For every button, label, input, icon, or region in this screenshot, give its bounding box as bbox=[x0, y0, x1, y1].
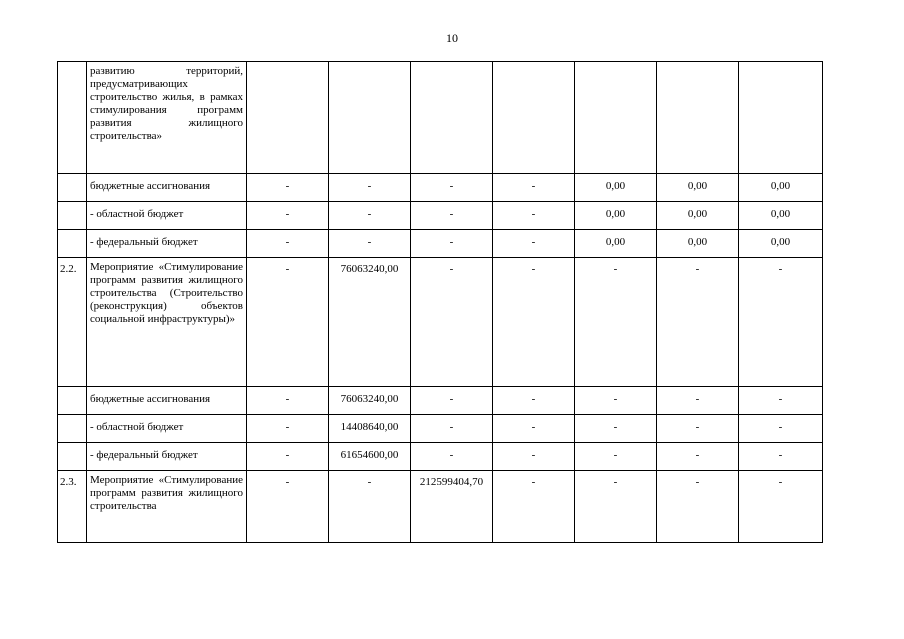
table-row bbox=[58, 471, 823, 543]
value-cell: 0,00 bbox=[575, 202, 657, 230]
row-number-cell bbox=[58, 202, 87, 230]
value-cell: - bbox=[247, 174, 329, 202]
page-number: 10 bbox=[446, 31, 458, 45]
value-cell: 14408640,00 bbox=[329, 415, 411, 443]
value-cell: - bbox=[329, 174, 411, 202]
funding-source-cell: - федеральный бюджет bbox=[87, 230, 247, 258]
value-cell: - bbox=[411, 258, 493, 387]
table-row bbox=[58, 443, 823, 471]
value-cell: - bbox=[657, 471, 739, 543]
value-cell bbox=[575, 62, 657, 174]
value-cell bbox=[247, 62, 329, 174]
value-cell: - bbox=[493, 471, 575, 543]
value-cell: 0,00 bbox=[575, 174, 657, 202]
value-cell: 76063240,00 bbox=[329, 258, 411, 387]
value-cell bbox=[411, 62, 493, 174]
row-number-cell: 2.3. bbox=[58, 471, 87, 543]
value-cell: 0,00 bbox=[739, 202, 823, 230]
funding-source-cell: бюджетные ассигнования bbox=[87, 387, 247, 415]
value-cell: 212599404,70 bbox=[411, 471, 493, 543]
value-cell bbox=[493, 62, 575, 174]
value-cell: - bbox=[575, 387, 657, 415]
measure-description-cell: Мероприятие «Стимулирование программ развития жилищного строительства (Строительство (реконструкция) объектов социальной инфраструктуры)» bbox=[87, 258, 247, 387]
value-cell: 76063240,00 bbox=[329, 387, 411, 415]
value-cell bbox=[329, 62, 411, 174]
table-row bbox=[58, 62, 823, 174]
value-cell: - bbox=[575, 415, 657, 443]
value-cell: - bbox=[411, 443, 493, 471]
table-row bbox=[58, 202, 823, 230]
funding-source-cell: - областной бюджет bbox=[87, 202, 247, 230]
value-cell: 0,00 bbox=[657, 174, 739, 202]
row-number-cell bbox=[58, 443, 87, 471]
measure-description-cell: Мероприятие «Стимулирование программ развития жилищного строительства bbox=[87, 471, 247, 543]
value-cell: - bbox=[493, 174, 575, 202]
value-cell: - bbox=[739, 258, 823, 387]
budget-table bbox=[57, 61, 823, 543]
value-cell bbox=[739, 62, 823, 174]
row-number-cell bbox=[58, 415, 87, 443]
value-cell: - bbox=[247, 415, 329, 443]
value-cell: - bbox=[575, 258, 657, 387]
value-cell: - bbox=[329, 202, 411, 230]
value-cell: - bbox=[493, 258, 575, 387]
value-cell: - bbox=[247, 230, 329, 258]
funding-source-cell: бюджетные ассигнования bbox=[87, 174, 247, 202]
table-row bbox=[58, 258, 823, 387]
value-cell: - bbox=[575, 471, 657, 543]
value-cell: - bbox=[657, 387, 739, 415]
value-cell: - bbox=[247, 443, 329, 471]
value-cell: - bbox=[739, 443, 823, 471]
value-cell: - bbox=[247, 258, 329, 387]
table-row bbox=[58, 387, 823, 415]
table-row bbox=[58, 230, 823, 258]
value-cell: - bbox=[493, 415, 575, 443]
value-cell: - bbox=[247, 471, 329, 543]
value-cell: - bbox=[575, 443, 657, 471]
value-cell: 0,00 bbox=[739, 230, 823, 258]
value-cell: 61654600,00 bbox=[329, 443, 411, 471]
row-number-cell bbox=[58, 62, 87, 174]
value-cell: - bbox=[493, 230, 575, 258]
value-cell: - bbox=[657, 258, 739, 387]
value-cell: - bbox=[247, 202, 329, 230]
table-row bbox=[58, 174, 823, 202]
measure-description-cell: развитию территорий, предусматривающих строительство жилья, в рамках стимулирования программ развития жилищного строительства» bbox=[87, 62, 247, 174]
value-cell: - bbox=[493, 202, 575, 230]
value-cell: - bbox=[329, 471, 411, 543]
value-cell: - bbox=[411, 387, 493, 415]
value-cell bbox=[657, 62, 739, 174]
value-cell: - bbox=[329, 230, 411, 258]
table-row bbox=[58, 415, 823, 443]
funding-source-cell: - областной бюджет bbox=[87, 415, 247, 443]
row-number-cell bbox=[58, 230, 87, 258]
value-cell: - bbox=[657, 415, 739, 443]
value-cell: - bbox=[493, 387, 575, 415]
row-number-cell bbox=[58, 387, 87, 415]
value-cell: - bbox=[739, 387, 823, 415]
value-cell: - bbox=[739, 471, 823, 543]
funding-source-cell: - федеральный бюджет bbox=[87, 443, 247, 471]
value-cell: - bbox=[411, 230, 493, 258]
value-cell: - bbox=[411, 202, 493, 230]
value-cell: - bbox=[657, 443, 739, 471]
value-cell: - bbox=[493, 443, 575, 471]
value-cell: - bbox=[411, 174, 493, 202]
value-cell: 0,00 bbox=[739, 174, 823, 202]
value-cell: 0,00 bbox=[575, 230, 657, 258]
row-number-cell bbox=[58, 174, 87, 202]
row-number-cell: 2.2. bbox=[58, 258, 87, 387]
value-cell: - bbox=[411, 415, 493, 443]
value-cell: 0,00 bbox=[657, 202, 739, 230]
value-cell: 0,00 bbox=[657, 230, 739, 258]
value-cell: - bbox=[739, 415, 823, 443]
value-cell: - bbox=[247, 387, 329, 415]
